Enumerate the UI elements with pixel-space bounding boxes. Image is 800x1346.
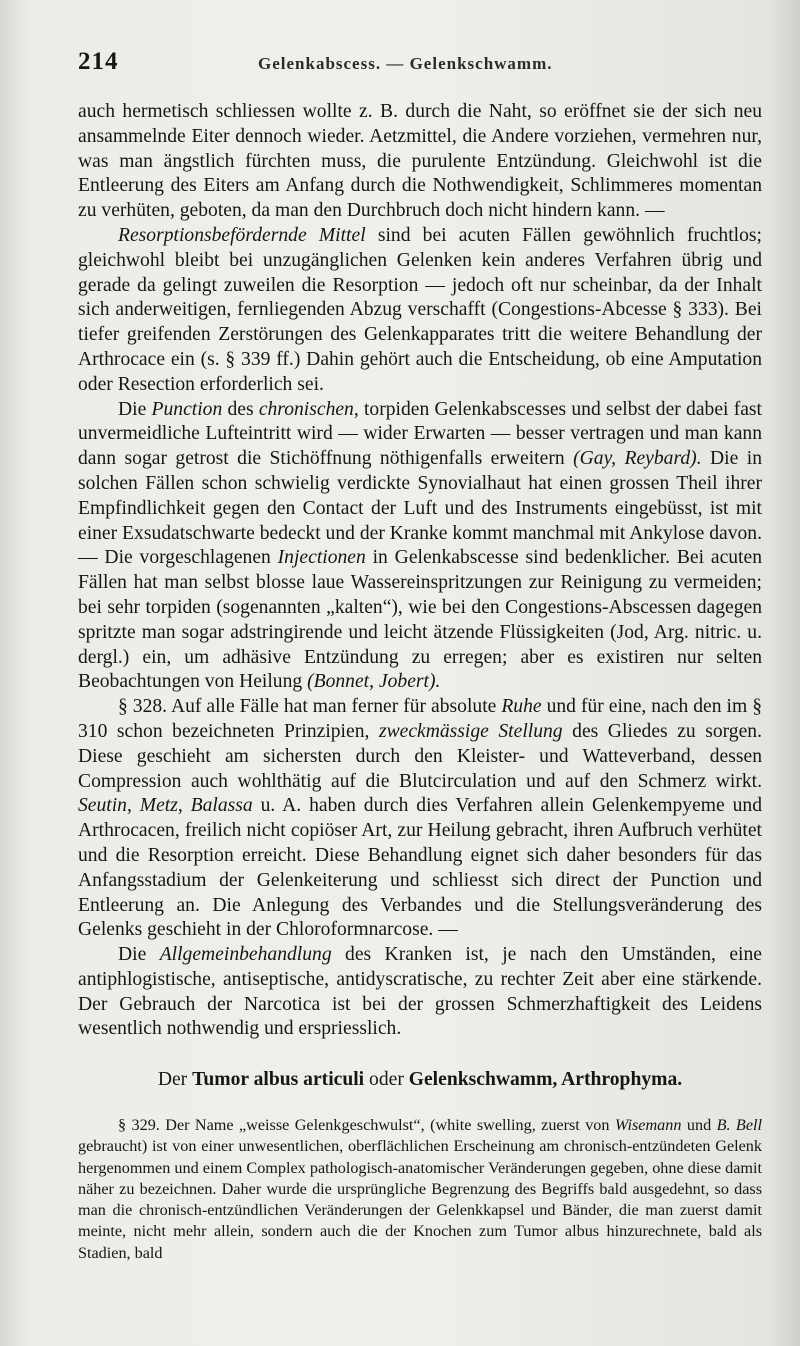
emphasis-term: chronischen bbox=[258, 398, 354, 420]
paragraph-section-328 bbox=[78, 695, 762, 943]
page-number: 214 bbox=[78, 48, 119, 75]
text-run: § 328. Auf alle Fälle hat man ferner für absolute bbox=[118, 696, 502, 718]
text-run: Die bbox=[118, 398, 152, 420]
text-run: , torpiden Gelenkabscesses und selbst der dabei fast unvermeidliche Lufteintritt wird — wider Erwarten — besser vertragen und man kann dann sogar getrost die Stichöffnung nöthigenfalls erweitern bbox=[78, 398, 762, 470]
emphasis-citation: Seutin, Metz, Balassa bbox=[78, 795, 253, 817]
emphasis-citation: B. Bell bbox=[716, 1116, 762, 1135]
emphasis-citation: Wisemann bbox=[614, 1116, 682, 1135]
page-header bbox=[78, 48, 762, 100]
paragraph-allgemeinbehandlung bbox=[78, 943, 762, 1042]
emphasis-term: Ruhe bbox=[501, 696, 542, 718]
text-run: § 329. Der Name „weisse Gelenkgeschwulst“, (white swelling, zuerst von bbox=[118, 1116, 615, 1135]
emphasis-citation: (Gay, Reybard). bbox=[573, 448, 702, 470]
emphasis-term: Injectionen bbox=[277, 547, 366, 569]
text-run: des Gliedes zu sorgen. Diese geschieht am sichersten durch den Kleister- und Watteverband, dessen Compression auch wohlthätig auf die Blutcirculation und auf den Schmerz wirkt. bbox=[78, 720, 762, 792]
text-run: und für eine, nach den im § 310 schon bezeichneten Prinzipien, bbox=[78, 696, 762, 742]
text-run: gebraucht) ist von einer unwesentlichen, oberflächlichen Erscheinung am chronisch-entzündeten Gelenk hergenommen und einem Complex pathologisch-anatomischer Veränderungen gegeben, ohne diese damit näher zu bezeichnen. Daher wurde die ursprüngliche Begrenzung des Begriffs bald ausgedehnt, so dass man die chronisch-entzündlichen Veränderungen der Gelenkkapsel und Bänder, die man zuerst damit meinte, nicht mehr allein, sondern auch die der Knochen zum Tumor albus hinzurechnete, bald als Stadien, bald bbox=[78, 1137, 762, 1262]
text-run: und bbox=[681, 1116, 717, 1135]
text-run: Der bbox=[157, 1069, 193, 1091]
text-run: oder bbox=[364, 1069, 409, 1091]
text-run: Die bbox=[118, 944, 160, 966]
paragraph-resorption bbox=[78, 224, 762, 398]
emphasis-term: Allgemeinbehandlung bbox=[159, 944, 332, 966]
text-run: des Kranken ist, je nach den Umständen, eine antiphlogistische, antiseptische, antidyscratische, zu rechter Zeit aber eine stärkende. Der Gebrauch der Narcotica ist bei der grossen Schmerzhaftigkeit des Leidens wesentlich nothwendig und erspriesslich. bbox=[78, 944, 762, 1040]
paragraph-text: sind bei acuten Fällen gewöhnlich fruchtlos; gleichwohl bleibt bei unzugänglichen Gelenken kein anderes Verfahren übrig und gerade da gelingt zuweilen die Resorption — jedoch oft nur scheinbar, da der Inhalt sich anderweitigen, fernliegenden Abzug verschafft (Congestions-Abcesse § 333). Bei tiefer greifenden Zerstörungen des Gelenkapparates tritt die weitere Behandlung der Arthrocace ein (s. § 339 ff.) Dahin gehört auch die Entscheidung, ob eine Amputation oder Resection erforderlich sei. bbox=[78, 224, 762, 395]
paragraph-punction bbox=[78, 398, 762, 696]
emphasis-citation: (Bonnet, Jobert). bbox=[307, 671, 441, 693]
emphasis-term: Resorptionsbefördernde Mittel bbox=[118, 224, 366, 246]
heading-term: Tumor albus articuli bbox=[192, 1069, 365, 1091]
emphasis-term: zweckmässige Stellung bbox=[378, 720, 563, 742]
text-run: in Gelenkabscesse sind bedenklicher. Bei acuten Fällen hat man selbst blosse laue Wassereinspritzungen zur Reinigung zu vermeiden; bei sehr torpiden (sogenannten „kalten“), wie bei den Congestions-Abscessen dagegen spritzte man sogar adstringirende und leicht ätzende Flüssigkeiten (Jod, Arg. nitric. u. dergl.) ein, um adhäsive Entzündung zu erregen; aber es existiren nur selten Beobachtungen von Heilung bbox=[78, 547, 762, 693]
paragraph-section-329 bbox=[78, 1115, 762, 1263]
running-head: Gelenkabscess. — Gelenkschwamm. bbox=[258, 54, 553, 73]
text-run: Die in solchen Fällen schon schwielig verdickte Synovialhaut hat einen grossen Theil ihrer Empfindlichkeit gegen den Contact der Luft und des Instruments eingebüsst, ist mit einer Exsudatschwarte bedeckt und der Kranke kommt manchmal mit Ankylose davon. — Die vorgeschlagenen bbox=[78, 448, 762, 569]
heading-term: Gelenkschwamm, Arthrophyma. bbox=[408, 1069, 683, 1091]
emphasis-term: Punction bbox=[151, 398, 223, 420]
text-run: u. A. haben durch dies Verfahren allein Gelenkempyeme und Arthrocacen, freilich nicht copiöser Art, zur Heilung gebracht, ihren Aufbruch verhütet und die Resorption erreicht. Diese Behandlung eignet sich daher besonders für das Anfangsstadium der Gelenkeiterung und schliesst sich direct der Punction und Entleerung an. Die Anlegung des Verbandes und die Stellungsveränderung des Gelenks geschieht in der Chloroformnarcose. — bbox=[78, 795, 762, 941]
section-heading bbox=[78, 1069, 762, 1091]
text-run: des bbox=[222, 398, 259, 420]
paragraph-continuation: auch hermetisch schliessen wollte z. B. durch die Naht, so eröffnet sie der sich neu ansammelnde Eiter dennoch wieder. Aetzmittel, die Andere vorziehen, vermehren nur, was man ängstlich fürchten muss, die purulente Entzündung. Gleichwohl ist die Entleerung des Eiters am Anfang durch die Nothwendigkeit, Schlimmeres momentan zu verhüten, geboten, da man den Durchbruch doch nicht hindern kann. — bbox=[78, 101, 762, 222]
